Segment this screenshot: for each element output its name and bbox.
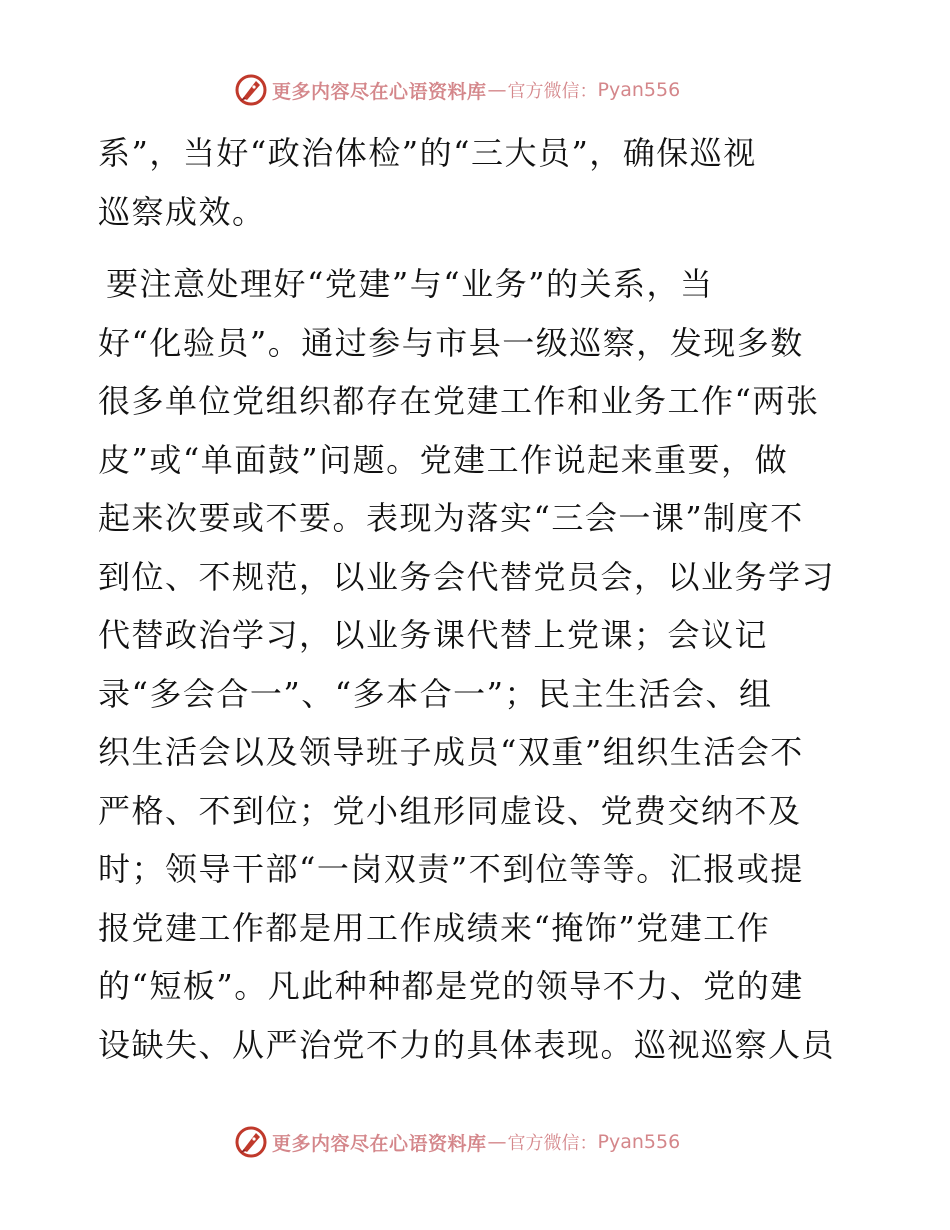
watermark-wechat-label: 官方微信： — [507, 81, 598, 102]
text-line: 时；领导干部“一岗双责”不到位等等。汇报或提 — [98, 850, 804, 888]
watermark-dash: — — [487, 79, 507, 101]
paragraph-2 — [98, 255, 850, 1074]
text-line: 代替政治学习，以业务课代替上党课；会议记 — [98, 616, 769, 654]
header-watermark — [234, 72, 680, 108]
text-line: 好“化验员”。通过参与市县一级巡察，发现多数 — [98, 323, 804, 362]
text-line: 很多单位党组织都存在党建工作和业务工作“两张 — [98, 382, 820, 420]
text-line: 系”，当好“政治体检”的“三大员”，确保巡视 — [98, 134, 757, 172]
text-line: 巡察成效。 — [98, 192, 266, 231]
watermark-wechat-label: 官方微信： — [507, 1133, 598, 1154]
text-line: 织生活会以及领导班子成员“双重”组织生活会不 — [98, 733, 804, 771]
text-line: 要注意处理好“党建”与“业务”的关系，当 — [106, 265, 714, 303]
text-line: 严格、不到位；党小组形同虚设、党费交纳不及 — [98, 791, 802, 830]
watermark-text: 更多内容尽在心语资料库 — [272, 1132, 487, 1155]
watermark-text: 更多内容尽在心语资料库 — [272, 80, 487, 103]
text-line: 到位、不规范，以业务会代替党员会，以业务学习 — [98, 557, 836, 596]
watermark-dash: — — [487, 1131, 507, 1153]
watermark-wechat-id: Pyan556 — [597, 1131, 681, 1153]
text-line: 报党建工作都是用工作成绩来“掩饰”党建工作 — [98, 908, 771, 947]
text-line: 起来次要或不要。表现为落实“三会一课”制度不 — [98, 499, 804, 537]
text-line: 录“多会合一”、“多本合一”；民主生活会、组 — [98, 674, 773, 713]
text-line: 的“短板”。凡此种种都是党的领导不力、党的建 — [98, 967, 804, 1005]
paragraph-gap — [98, 241, 850, 255]
text-line: 设缺失、从严治党不力的具体表现。巡视巡察人员 — [98, 1025, 836, 1064]
pen-nib-logo-icon — [234, 1125, 268, 1159]
pen-nib-logo-icon — [234, 73, 268, 107]
document-body — [98, 124, 850, 1074]
paragraph-1 — [98, 124, 850, 241]
footer-watermark — [234, 1124, 680, 1160]
watermark-wechat-id: Pyan556 — [597, 79, 681, 101]
text-line: 皮”或“单面鼓”问题。党建工作说起来重要，做 — [98, 440, 789, 479]
